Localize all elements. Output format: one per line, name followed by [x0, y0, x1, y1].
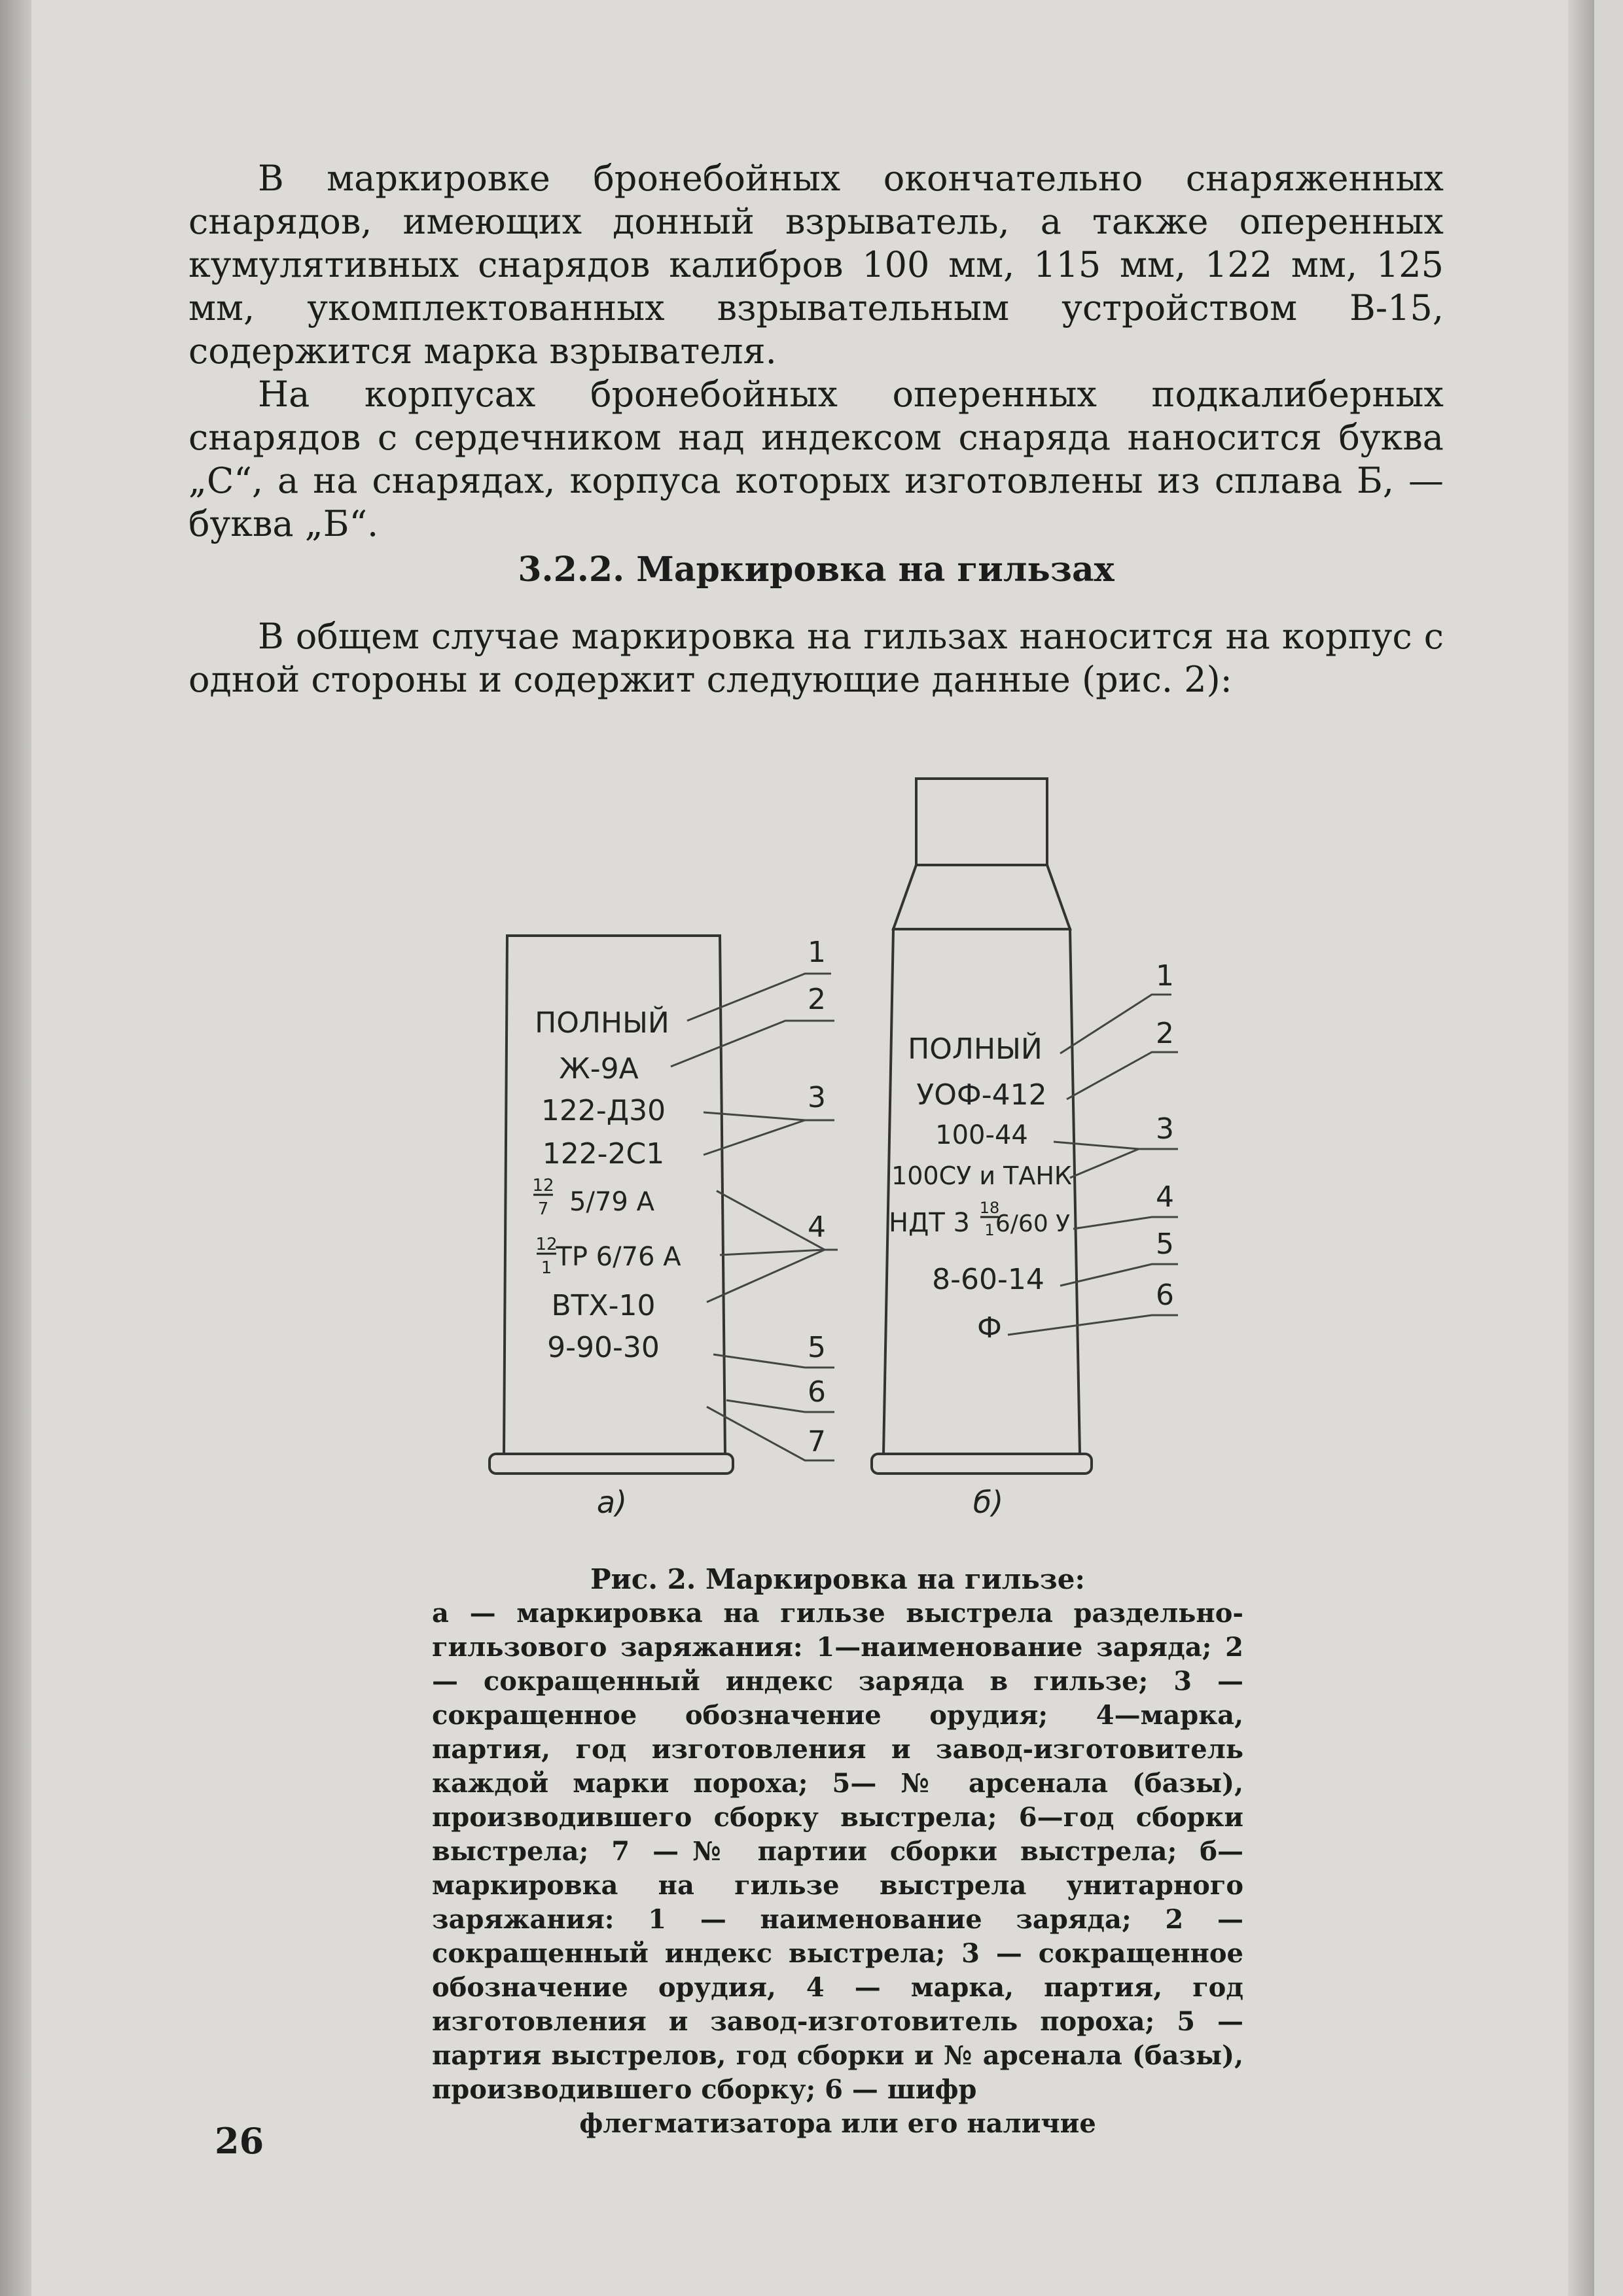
section-heading: 3.2.2. Маркировка на гильзах — [518, 550, 1115, 590]
svg-text:7: 7 — [537, 1199, 549, 1219]
svg-text:12: 12 — [535, 1235, 558, 1254]
svg-text:НДТ 3: НДТ 3 — [889, 1208, 970, 1238]
case-a-line-4: 122-2С1 — [542, 1137, 665, 1171]
case-a-line-7: ВТХ-10 — [551, 1289, 656, 1322]
figure-label-a: а) — [596, 1485, 628, 1520]
callout-b-3: 3 — [1156, 1112, 1174, 1146]
callout-b-4: 4 — [1156, 1180, 1174, 1214]
case-b-neck — [916, 779, 1047, 865]
case-b-rim — [872, 1454, 1092, 1474]
case-b-callouts — [1156, 959, 1174, 1312]
case-b-line-8: Ф — [977, 1311, 1002, 1345]
case-a-line-1: ПОЛНЫЙ — [535, 1006, 669, 1040]
figure-label-b: б) — [972, 1485, 1004, 1520]
svg-text:6/60 У: 6/60 У — [995, 1210, 1071, 1237]
paragraph-case-marking-intro: В общем случае маркировка на гильзах наносится на корпус с одной стороны и содержит следующие данные (рис. 2): — [188, 616, 1444, 700]
callout-b-1: 1 — [1156, 959, 1174, 993]
caption-last-line: флегматизатора или его наличие — [579, 2108, 1096, 2139]
case-a-powder-mark-1 — [532, 1176, 654, 1219]
callout-b-2: 2 — [1156, 1017, 1174, 1050]
case-b-line-7: 8-60-14 — [932, 1263, 1044, 1296]
callout-a-2: 2 — [808, 983, 826, 1016]
case-a-powder-mark-2 — [535, 1235, 681, 1278]
case-a-line-3: 122-Д30 — [541, 1094, 666, 1127]
figure-caption — [432, 1563, 1243, 2141]
case-b-powder-mark — [889, 1199, 1070, 1239]
callout-a-7: 7 — [808, 1425, 826, 1458]
svg-text:1: 1 — [541, 1258, 552, 1278]
svg-text:5/79 А: 5/79 А — [569, 1187, 654, 1217]
svg-text:1: 1 — [984, 1221, 995, 1239]
callout-b-5: 5 — [1156, 1227, 1174, 1261]
case-b-line-4: 100СУ и ТАНК — [891, 1161, 1072, 1190]
paragraph-subcaliber-marking: На корпусах бронебойных оперенных подкалиберных снарядов с сердечником над индексом снаряда наносится буква „С“, а на снарядах, корпуса которых изготовлены из сплава Б, — буква „Б“. — [188, 374, 1444, 544]
callout-a-5: 5 — [808, 1331, 826, 1364]
case-b-line-2: УОФ-412 — [916, 1078, 1047, 1112]
callout-a-3: 3 — [808, 1081, 826, 1114]
case-b-body — [883, 929, 1080, 1454]
callout-a-1: 1 — [808, 936, 826, 969]
page-number: 26 — [215, 2120, 264, 2162]
callout-b-6: 6 — [1156, 1279, 1174, 1312]
callout-a-4: 4 — [808, 1210, 826, 1244]
svg-text:ТР 6/76 А: ТР 6/76 А — [556, 1242, 681, 1272]
case-a-callouts — [808, 936, 826, 1458]
case-b-line-1: ПОЛНЫЙ — [908, 1033, 1043, 1066]
svg-text:18: 18 — [979, 1199, 1000, 1217]
case-b-marking — [889, 1031, 1072, 1345]
caption-title: Рис. 2. Маркировка на гильзе: — [590, 1563, 1085, 1595]
case-b-line-3: 100-44 — [935, 1120, 1028, 1150]
case-a-line-2: Ж-9А — [559, 1052, 639, 1086]
callout-a-6: 6 — [808, 1375, 826, 1409]
case-a-rim — [490, 1454, 733, 1474]
svg-text:12: 12 — [532, 1176, 554, 1195]
case-a-marking — [532, 1005, 681, 1364]
caption-body: а — маркировка на гильзе выстрела раздельно-гильзового заряжания: 1—наименование заряда; 2 — сокращенный индекс заряда в гильзе; 3 — сокращенное обозначение орудия; 4—марка, партия, год изготовления и завод-изготовитель каждой марки пороха; 5— № арсенала (базы), производившего сборку выстрела; 6—год сборки выстрела; 7 —№ партии сборки выстрела; б—маркировка на гильзе выстрела унитарного заряжания: 1 — наименование заряда; 2 — сокращенный индекс выстрела; 3 — сокращенное обозначение орудия, 4 — марка, партия, год изготовления и завод-изготовитель пороха; 5 — партия выстрелов, год сборки и № арсенала (базы), производившего сборку; 6 — шифр — [432, 1598, 1243, 2105]
paragraph-fuze-marking: В маркировке бронебойных окончательно снаряженных снарядов, имеющих донный взрыватель, а также оперенных кумулятивных снарядов калибров 100 мм, 115 мм, 122 мм, 125 мм, укомплектованных взрывательным устройством В-15, содержится марка взрывателя. — [188, 158, 1444, 372]
case-a-line-8: 9-90-30 — [547, 1331, 660, 1364]
case-b-shoulder — [893, 865, 1070, 929]
